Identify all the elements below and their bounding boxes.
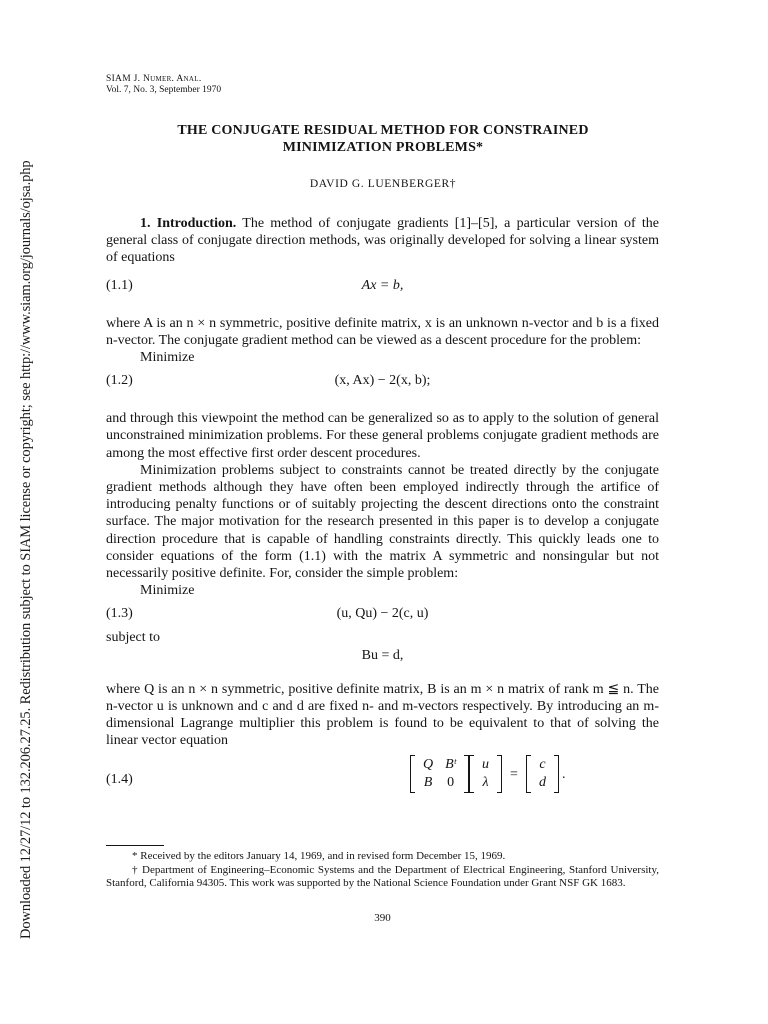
unknown-vector: u λ	[469, 755, 502, 793]
minimize-label-1: Minimize	[140, 350, 195, 366]
equation-1-3	[106, 599, 659, 629]
journal-header	[106, 74, 221, 96]
equation-number: (1.1)	[106, 277, 133, 293]
title-line-2: MINIMIZATION PROBLEMS*	[282, 140, 484, 155]
intro-paragraph-4: Minimization problems subject to constraints cannot be treated directly by the conjugate gradient methods although they have often been employed indirectly through the artifice of introducing penalty functions or of suitably projecting the descent directions onto the constraint surface. The major motivation for the research presented in this paper is to develop a conjugate direction procedure that is capable of handling constraints directly. This quickly leads one to consider equations of the form (1.1) with the matrix A symmetric and nonsingular but not necessarily positive definite. For, consider the simple problem:	[106, 462, 659, 582]
equals-sign: =	[510, 766, 518, 782]
minimize-label-2: Minimize	[140, 583, 195, 599]
paper-title	[106, 122, 660, 156]
paper-body	[106, 215, 659, 809]
footnote-received: * Received by the editors January 14, 1969, and in revised form December 15, 1969.	[132, 850, 506, 862]
footnote-affiliation: † Department of Engineering–Economic Systems and the Department of Electrical Engineering, Stanford University, Stanford, California 94305. This work was supported by the National Science Foundation under Grant NSF GK 1683.	[106, 863, 659, 890]
intro-text-1: The method of conjugate gradients [1]–[5], a particular version of the general class of conjugate direction methods, was originally developed for solving a linear system of equations	[106, 216, 660, 266]
section-heading: 1. Introduction.	[140, 216, 237, 231]
intro-paragraph-1	[106, 215, 659, 267]
coefficient-matrix: Q Bᵗ B 0	[410, 755, 469, 793]
equation-number: (1.3)	[106, 606, 133, 622]
equation-body: (u, Qu) − 2(c, u)	[336, 606, 429, 622]
equation-body: Ax = b,	[361, 277, 404, 293]
equation-1-1	[106, 267, 659, 307]
journal-volume: Vol. 7, No. 3, September 1970	[106, 85, 222, 95]
equation-1-2	[106, 366, 659, 402]
author-name: DAVID G. LUENBERGER†	[309, 178, 457, 190]
equation-number: (1.2)	[106, 373, 133, 389]
page-number: 390	[374, 912, 391, 924]
block-matrix-equation	[410, 755, 565, 793]
footnotes	[106, 850, 659, 891]
intro-paragraph-5: where Q is an n × n symmetric, positive definite matrix, B is an m × n matrix of rank m ≦ n. The n-vector u is unknown and c and d are fixed n- and m-vectors respectively. By introducing an m-dimensional Lagrange multiplier this problem is found to be equivalent to that of solving the linear vector equation	[106, 681, 659, 749]
subject-to-label: subject to	[106, 630, 161, 646]
intro-paragraph-3: and through this viewpoint the method can be generalized so as to apply to the solution of general unconstrained minimization problems. For these general problems conjugate gradient methods are among the most effective first order descent procedures.	[106, 411, 659, 461]
equation-body: (x, Ax) − 2(x, b);	[334, 373, 431, 389]
equation-period: .	[561, 766, 566, 782]
constraint-body: Bu = d,	[361, 647, 404, 663]
download-watermark: Downloaded 12/27/12 to 132.206.27.25. Redistribution subject to SIAM license or copyright; see http://www.siam.org/journals/ojsa.php	[18, 160, 34, 939]
intro-paragraph-2: where A is an n × n symmetric, positive definite matrix, x is an unknown n-vector and b is a fixed n-vector. The conjugate gradient method can be viewed as a descent procedure for the problem:	[106, 315, 659, 348]
equation-1-4	[106, 751, 659, 809]
title-line-1: THE CONJUGATE RESIDUAL METHOD FOR CONSTRAINED	[177, 123, 589, 138]
rhs-vector: c d	[526, 755, 559, 793]
footnote-divider	[106, 845, 164, 846]
journal-name: SIAM J. Numer. Anal.	[106, 74, 202, 84]
equation-number: (1.4)	[106, 772, 133, 788]
constraint-equation	[106, 647, 659, 681]
